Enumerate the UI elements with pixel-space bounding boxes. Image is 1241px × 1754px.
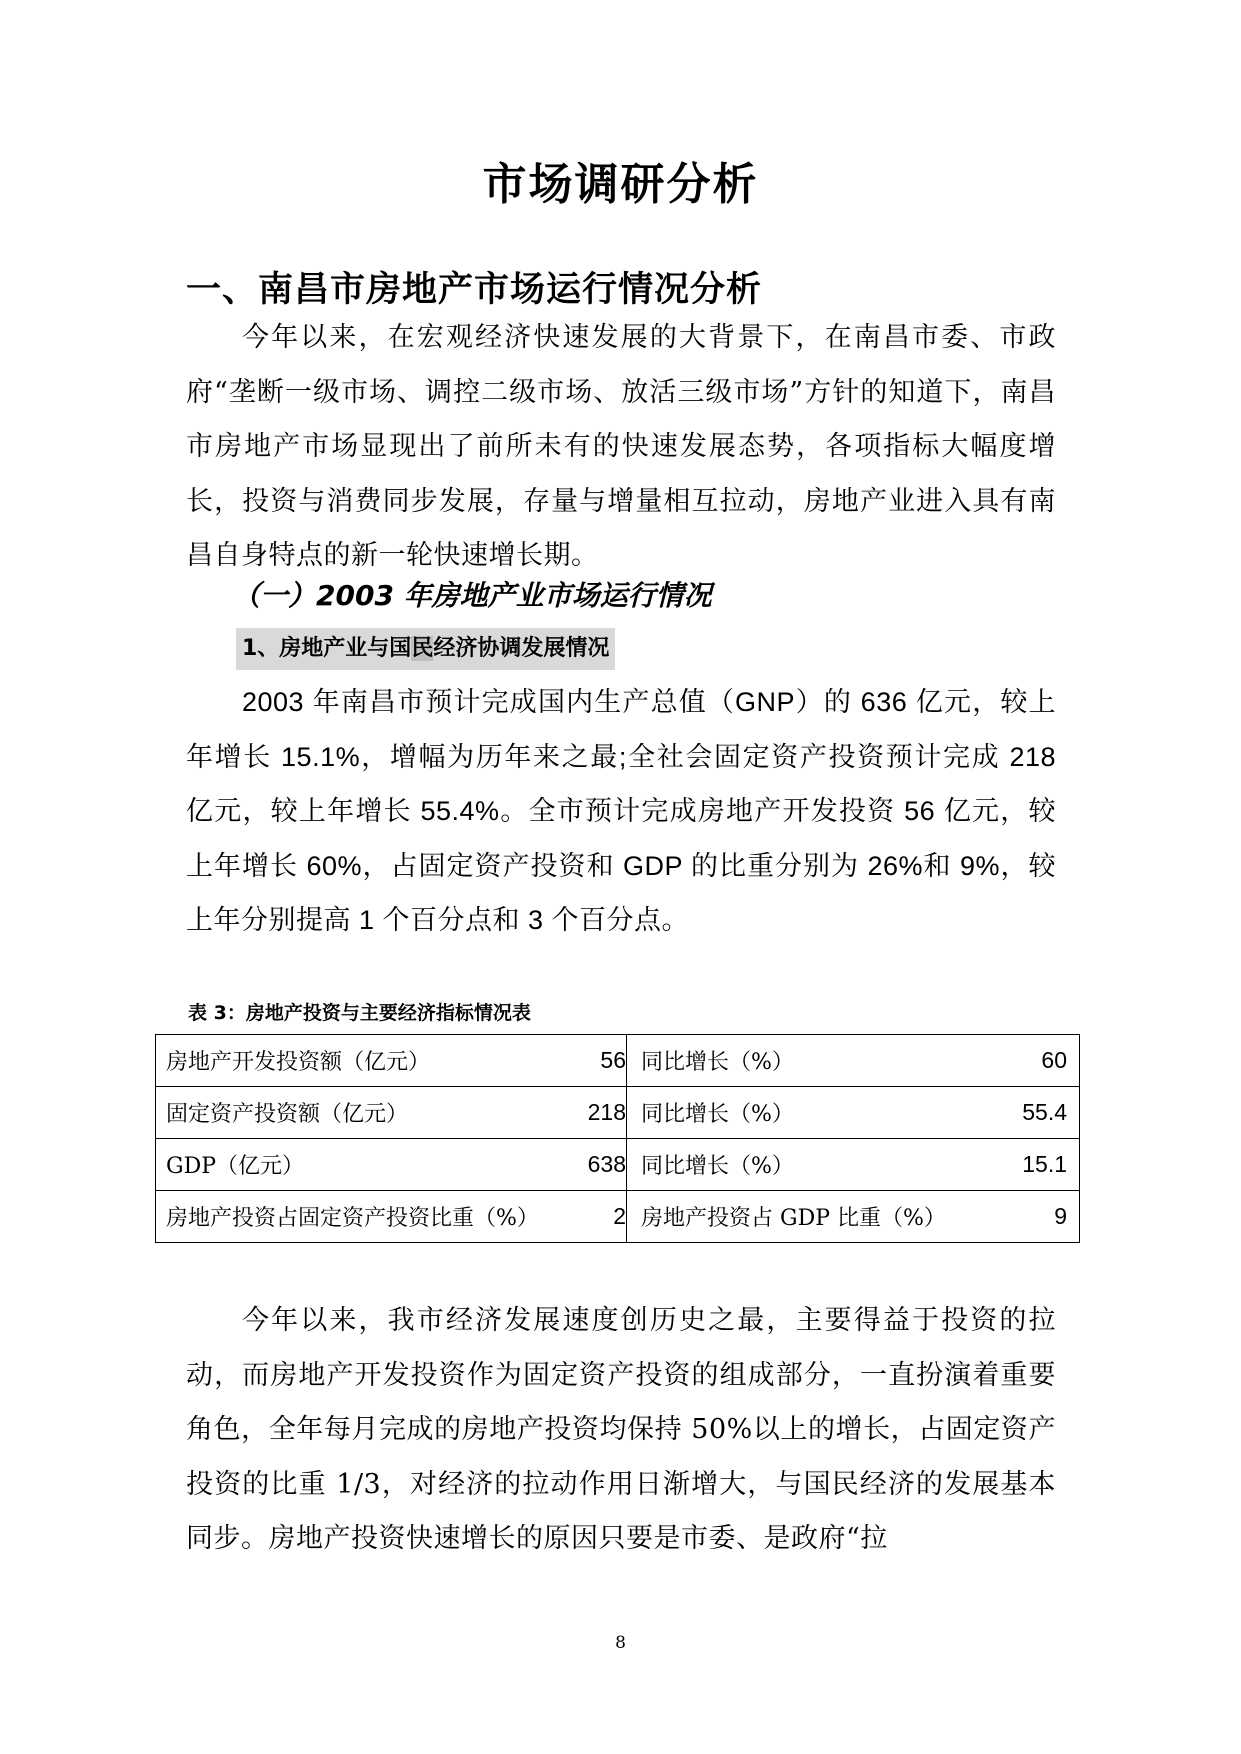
indicator-table	[155, 1034, 1080, 1243]
table-cell-value: 638	[552, 1139, 627, 1191]
paragraph-analysis: 今年以来，我市经济发展速度创历史之最，主要得益于投资的拉动，而房地产开发投资作为固定资产投资的组成部分，一直扮演着重要角色，全年每月完成的房地产投资均保持 50%以上的增长，占固定资产投资的比重 1/3，对经济的拉动作用日渐增大，与国民经济的发展基本同步。房地产投资快速增长的原因只要是市委、是政府“拉	[186, 1305, 1056, 1554]
table-cell-label: 同比增长（%）	[627, 1087, 994, 1139]
page-number: 8	[615, 1633, 626, 1653]
table-caption: 表 3：房地产投资与主要经济指标情况表	[188, 1002, 531, 1024]
table-row	[156, 1035, 1080, 1087]
table-cell-value: 2	[552, 1191, 627, 1243]
section-heading: 一、南昌市房地产市场运行情况分析	[186, 270, 763, 310]
table-cell-value: 60	[994, 1035, 1080, 1087]
table-cell-label: GDP（亿元）	[156, 1139, 552, 1191]
table-cell-value: 56	[552, 1035, 627, 1087]
table-cell-label: 同比增长（%）	[627, 1035, 994, 1087]
subsubsection-heading-part1: 1、房地产业与国	[242, 636, 412, 661]
table-cell-value: 218	[552, 1087, 627, 1139]
table-row	[156, 1191, 1080, 1243]
paragraph-intro: 今年以来，在宏观经济快速发展的大背景下，在南昌市委、市政府“垄断一级市场、调控二级市场、放活三级市场”方针的知道下，南昌市房地产市场显现出了前所未有的快速发展态势，各项指标大幅度增长，投资与消费同步发展，存量与增量相互拉动，房地产业进入具有南昌自身特点的新一轮快速增长期。	[186, 322, 1056, 571]
subsubsection-heading-highlight: 民	[411, 636, 434, 661]
document-title: 市场调研分析	[482, 159, 759, 210]
paragraph-statistics: 2003 年南昌市预计完成国内生产总值（GNP）的 636 亿元，较上年增长 15.1%，增幅为历年来之最;全社会固定资产投资预计完成 218 亿元，较上年增长 55.4%。全市预计完成房地产开发投资 56 亿元，较上年增长 60%，占固定资产投资和 GDP 的比重分别为 26%和 9%，较上年分别提高 1 个百分点和 3 个百分点。	[186, 687, 1056, 935]
table-cell-label: 固定资产投资额（亿元）	[156, 1087, 552, 1139]
table-cell-value: 15.1	[994, 1139, 1080, 1191]
table-cell-value: 9	[994, 1191, 1080, 1243]
table-cell-value: 55.4	[994, 1087, 1080, 1139]
table-row	[156, 1087, 1080, 1139]
table-cell-label: 房地产投资占固定资产投资比重（%）	[156, 1191, 552, 1243]
table-row	[156, 1139, 1080, 1191]
table-cell-label: 房地产投资占 GDP 比重（%）	[627, 1191, 994, 1243]
subsubsection-heading	[236, 628, 615, 670]
table-cell-label: 房地产开发投资额（亿元）	[156, 1035, 552, 1087]
subsection-heading: （一）2003 年房地产业市场运行情况	[232, 579, 712, 612]
subsubsection-heading-part2: 经济协调发展情况	[433, 636, 610, 661]
table-cell-label: 同比增长（%）	[627, 1139, 994, 1191]
